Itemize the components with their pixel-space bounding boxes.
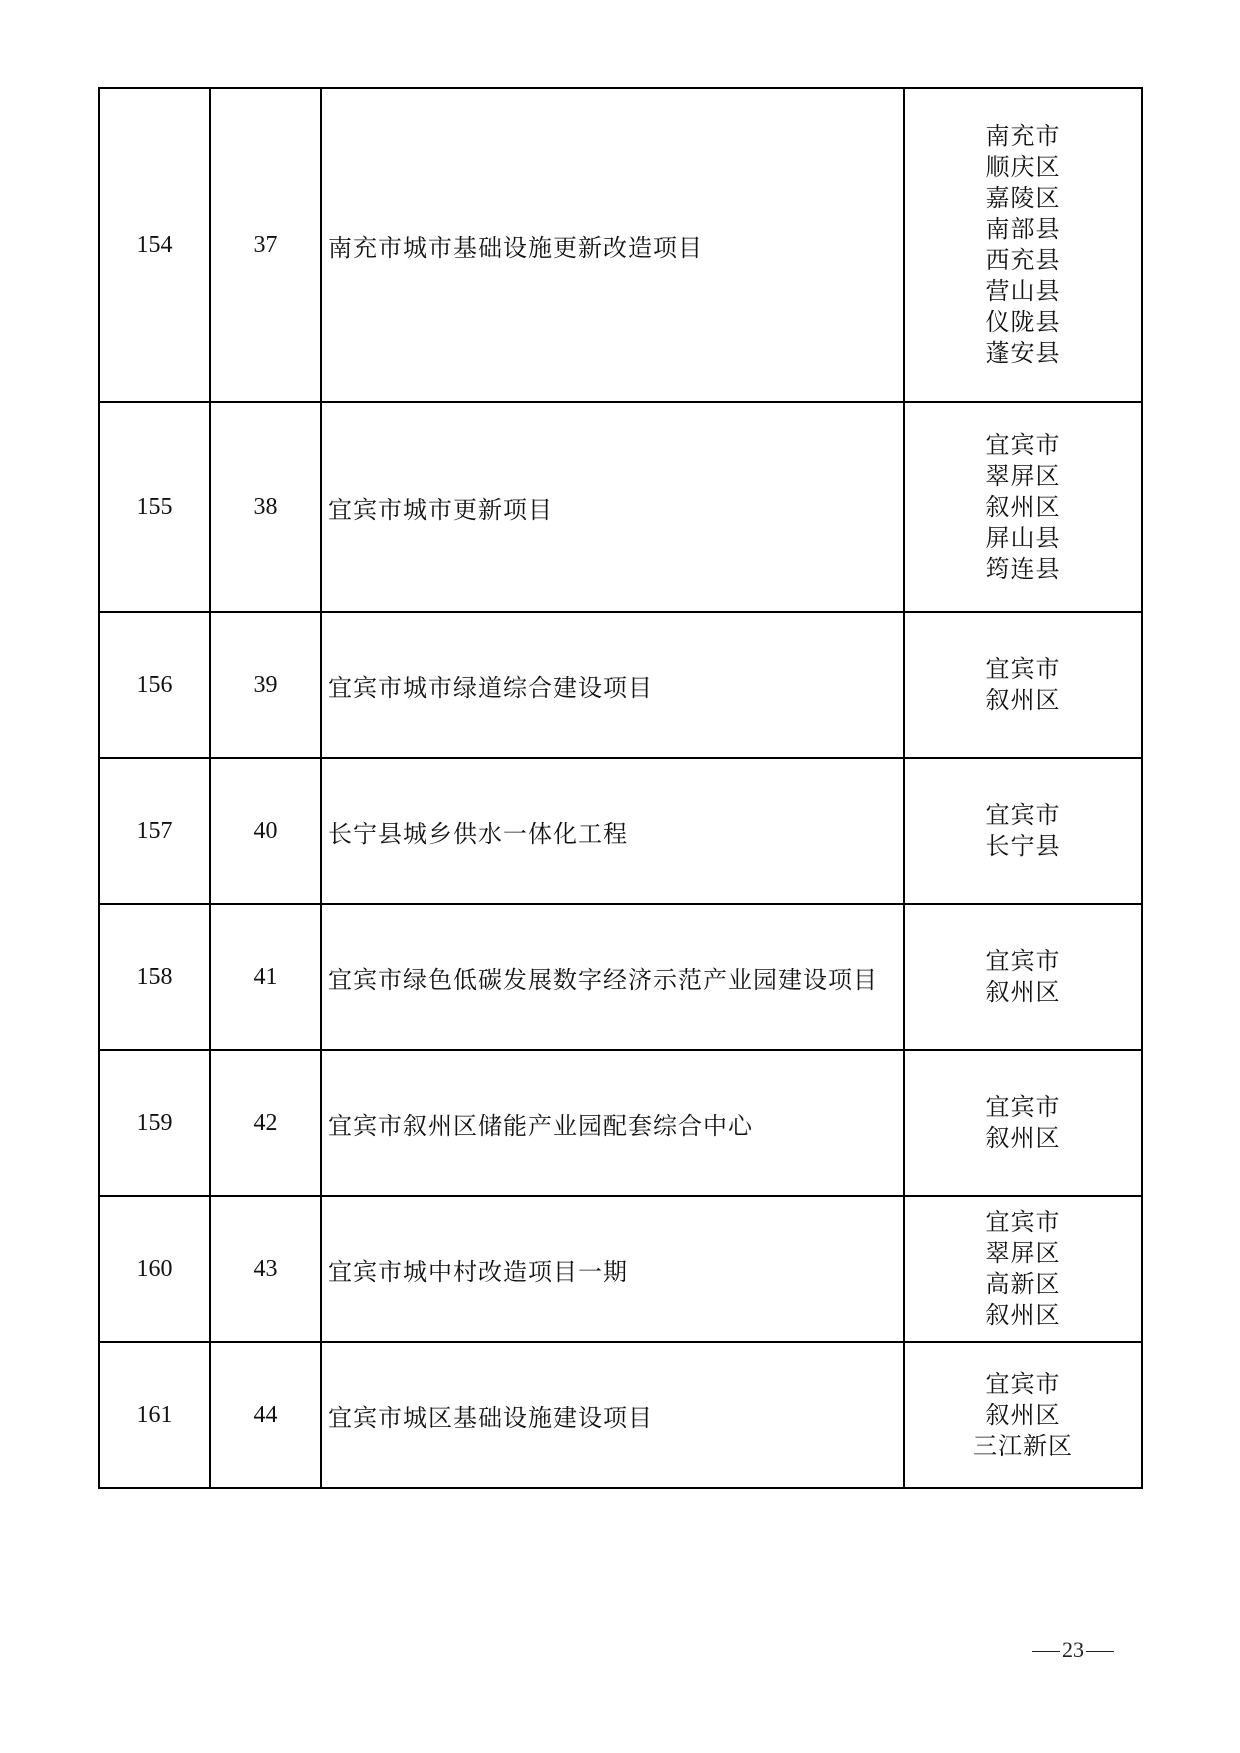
region-name: 西充县 [985, 246, 1061, 274]
project-name: 宜宾市城市更新项目 [321, 402, 904, 612]
region-name: 宜宾市 [985, 655, 1061, 683]
region-cell [904, 904, 1142, 1050]
project-name: 宜宾市叙州区储能产业园配套综合中心 [321, 1050, 904, 1196]
project-name: 宜宾市城中村改造项目一期 [321, 1196, 904, 1342]
sequence-number: 159 [99, 1050, 210, 1196]
region-name: 南部县 [985, 215, 1061, 243]
table-row [99, 612, 1142, 758]
region-name: 南充市 [985, 122, 1061, 150]
sequence-number: 155 [99, 402, 210, 612]
region-name: 长宁县 [985, 832, 1061, 860]
region-name: 宜宾市 [985, 1208, 1061, 1236]
sequence-number: 156 [99, 612, 210, 758]
region-name: 翠屏区 [985, 461, 1061, 490]
sub-number: 37 [210, 88, 321, 402]
region-cell [904, 758, 1142, 904]
sub-number: 40 [210, 758, 321, 904]
region-cell [904, 1050, 1142, 1196]
region-name: 宜宾市 [985, 1093, 1061, 1121]
region-name: 叙州区 [985, 1400, 1061, 1429]
sequence-number: 154 [99, 88, 210, 402]
sub-number: 42 [210, 1050, 321, 1196]
region-name: 三江新区 [973, 1431, 1073, 1460]
region-name: 宜宾市 [985, 801, 1061, 829]
page-number [1030, 1637, 1116, 1663]
project-name: 长宁县城乡供水一体化工程 [321, 758, 904, 904]
sequence-number: 161 [99, 1342, 210, 1488]
table-row [99, 402, 1142, 612]
region-name: 蓬安县 [985, 339, 1061, 367]
table-row [99, 758, 1142, 904]
region-name: 叙州区 [985, 1301, 1061, 1329]
page-number-right-dash [1086, 1651, 1114, 1652]
table-row [99, 88, 1142, 402]
project-table [98, 87, 1143, 1489]
region-name: 顺庆区 [985, 153, 1061, 181]
region-name: 宜宾市 [985, 947, 1061, 975]
region-name: 筠连县 [985, 554, 1061, 583]
sub-number: 39 [210, 612, 321, 758]
sequence-number: 160 [99, 1196, 210, 1342]
region-name: 屏山县 [985, 523, 1061, 552]
sub-number: 43 [210, 1196, 321, 1342]
region-name: 仪陇县 [985, 308, 1061, 336]
region-cell [904, 1196, 1142, 1342]
region-name: 宜宾市 [985, 1369, 1061, 1398]
sequence-number: 157 [99, 758, 210, 904]
project-name: 宜宾市城区基础设施建设项目 [321, 1342, 904, 1488]
region-cell [904, 88, 1142, 402]
table-row [99, 1342, 1142, 1488]
region-name: 高新区 [985, 1270, 1061, 1298]
table-row [99, 904, 1142, 1050]
project-name: 宜宾市绿色低碳发展数字经济示范产业园建设项目 [321, 904, 904, 1050]
region-cell [904, 402, 1142, 612]
region-name: 叙州区 [985, 492, 1061, 521]
table-row [99, 1196, 1142, 1342]
page-number-left-dash [1032, 1651, 1060, 1652]
sub-number: 38 [210, 402, 321, 612]
project-name: 南充市城市基础设施更新改造项目 [321, 88, 904, 402]
sub-number: 41 [210, 904, 321, 1050]
table-row [99, 1050, 1142, 1196]
sub-number: 44 [210, 1342, 321, 1488]
region-name: 营山县 [985, 277, 1061, 305]
sequence-number: 158 [99, 904, 210, 1050]
region-name: 叙州区 [985, 978, 1061, 1006]
page-number-text: 23 [1062, 1637, 1084, 1662]
project-name: 宜宾市城市绿道综合建设项目 [321, 612, 904, 758]
region-cell [904, 612, 1142, 758]
region-name: 叙州区 [985, 686, 1061, 714]
region-cell [904, 1342, 1142, 1488]
region-name: 叙州区 [985, 1124, 1061, 1152]
region-name: 宜宾市 [985, 430, 1061, 459]
region-name: 嘉陵区 [985, 184, 1061, 212]
region-name: 翠屏区 [985, 1239, 1061, 1267]
